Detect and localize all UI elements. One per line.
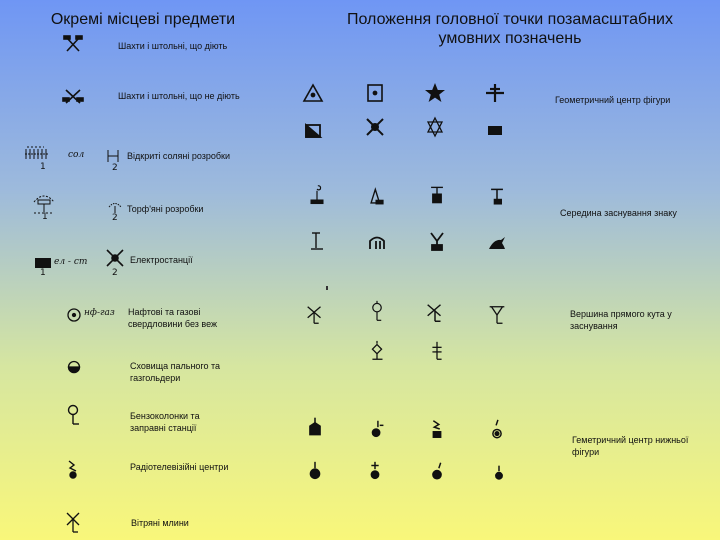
legend-label-fuel-stations: Бензоколонки та заправні станції	[130, 411, 200, 433]
legend-label-peat: Торф'яні розробки	[127, 204, 204, 214]
legend-label-salt: Відкриті солянi розробки	[127, 151, 231, 161]
power-plant-annotation: ел - ст	[54, 257, 88, 267]
monument-symbol-icon	[306, 184, 328, 206]
active-mine-icon	[63, 34, 83, 54]
filled-rect-symbol-icon	[484, 120, 506, 142]
tower-symbol-icon	[426, 184, 448, 206]
square-symbol-icon	[364, 82, 386, 104]
triangle-symbol-icon	[302, 82, 324, 104]
note-base-midpoint: Середина заснування знаку	[560, 208, 677, 218]
fuel-pump-symbol-icon	[366, 418, 388, 440]
fuel-station-icon	[66, 404, 82, 426]
inactive-mine-icon	[62, 86, 84, 106]
beacon-symbol-icon	[304, 460, 326, 482]
right-title: Положення головної точки позамасштабних умовних позначень	[347, 11, 673, 47]
mound-symbol-icon	[486, 232, 508, 254]
cross-symbol-icon	[484, 82, 506, 104]
tank-cross-symbol-icon	[364, 460, 386, 482]
power-number-2: 2	[112, 268, 118, 278]
radio-symbol-icon	[426, 418, 448, 440]
bell-symbol-icon	[486, 418, 508, 440]
legend-label-inactive-mines: Шахти і штольні, що не діють	[118, 91, 240, 101]
windmill-right-angle-2-icon	[424, 302, 446, 324]
power-plant-icon	[104, 247, 126, 269]
salt-number-1: 1	[40, 162, 46, 172]
radio-tv-icon	[66, 457, 80, 479]
arch-symbol-icon	[366, 232, 388, 254]
oil-well-icon	[66, 307, 82, 323]
flagpole-symbol-icon	[306, 230, 328, 252]
tank-antenna-symbol-icon	[426, 460, 448, 482]
windmill-right-angle-icon	[304, 304, 326, 326]
salt-works-small-icon	[106, 149, 120, 163]
left-title: Окремі місцеві предмети	[50, 11, 236, 28]
legend-label-wells: Нафтові та газові свердловини без веж	[128, 307, 217, 329]
legend-label-active-mines: Шахти і штольні, що діють	[118, 41, 228, 51]
fuel-storage-icon	[67, 360, 81, 374]
salt-annotation: сол	[68, 150, 85, 160]
funnel-symbol-icon	[486, 304, 508, 326]
peat-number-1: 1	[42, 212, 48, 222]
legend-label-tv-centers: Радіотелевізійні центри	[130, 462, 229, 472]
pump-symbol-icon	[366, 300, 388, 322]
chapel-symbol-icon	[304, 416, 326, 438]
small-tank-symbol-icon	[488, 462, 510, 484]
note-lower-figure-center: Геметричний центр нижньої фігури	[572, 435, 689, 457]
legend-label-fuel-storage: Сховища пального та газгольдери	[130, 361, 221, 383]
note-geometric-center: Геометричний центр фігури	[555, 95, 671, 105]
power-number-1: 1	[40, 268, 46, 278]
oil-well-annotation: нф-газ	[84, 308, 115, 318]
legend-label-windmills: Вітряні млини	[131, 518, 189, 528]
legend-label-power: Електростанції	[130, 255, 193, 265]
double-bar-symbol-icon	[426, 340, 448, 362]
salt-works-icon	[24, 146, 64, 162]
peat-small-icon	[106, 200, 124, 214]
windmill-icon	[64, 510, 82, 534]
peat-number-2: 2	[112, 213, 118, 223]
speck-mark	[326, 286, 328, 290]
fork-symbol-icon	[426, 230, 448, 252]
star-outline-symbol-icon	[424, 116, 446, 138]
obelisk-symbol-icon	[366, 186, 388, 208]
half-square-symbol-icon	[302, 120, 324, 142]
star-symbol-icon	[424, 82, 446, 104]
salt-number-2: 2	[112, 163, 118, 173]
valve-symbol-icon	[366, 340, 388, 362]
x-circle-symbol-icon	[364, 116, 386, 138]
chimney-symbol-icon	[486, 186, 508, 208]
note-right-angle-vertex: Вершина прямого кута у заснування	[570, 309, 672, 331]
